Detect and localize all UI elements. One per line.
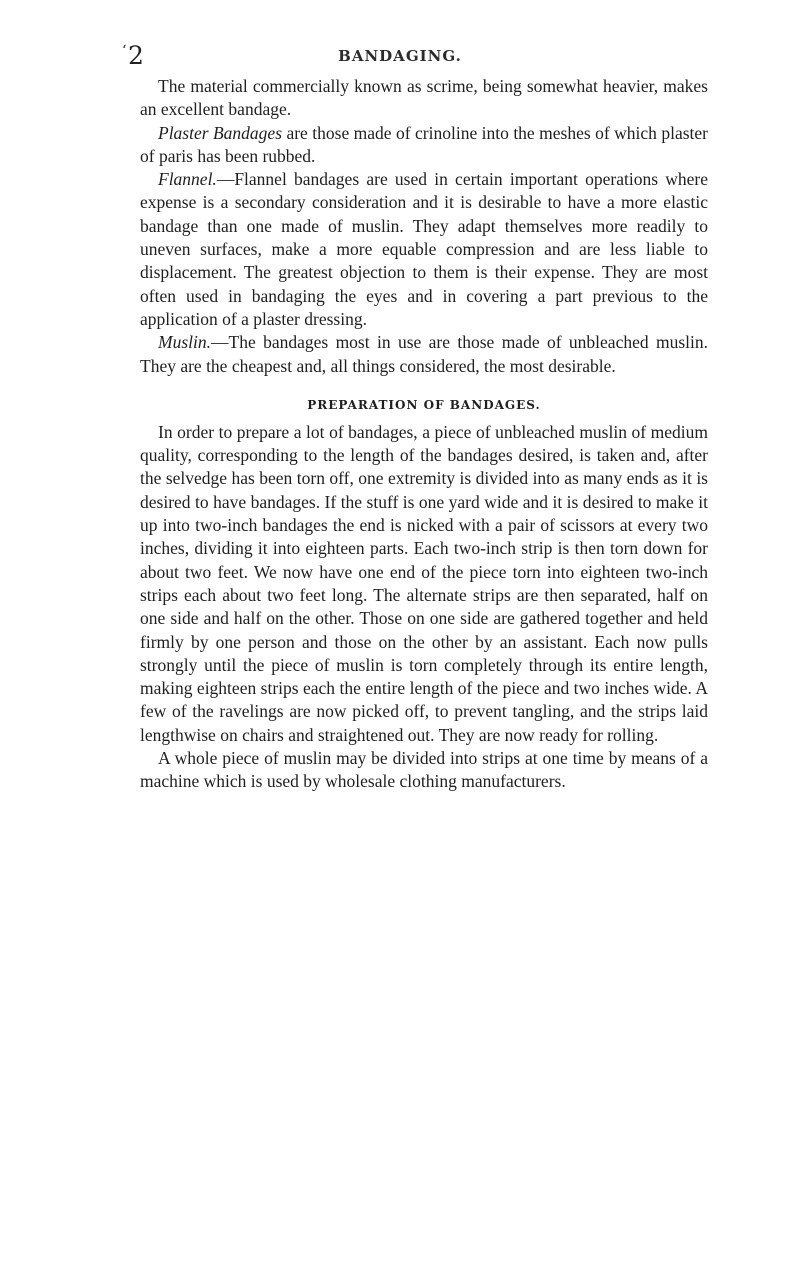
paragraph-muslin [140, 331, 708, 378]
paragraph-text: are those made of crinoline into the meshes of which plaster of paris has been rubbed. [140, 122, 708, 166]
run-in-heading: Plaster Bandages [158, 122, 283, 143]
paragraph-text: —Flannel bandages are used in certain important operations where expense is a secondary consideration and it is desirable to have a more elastic bandage than one made of muslin. They adapt themselves more readily to uneven surfaces, make a more equable compression and are less liable to displacement. The greatest objection to them is their expense. They are most often used in bandaging the eyes and in covering a part previous to the application of a plaster dressing. [140, 169, 708, 329]
body-text [140, 75, 708, 794]
page-number-text: 2 [128, 41, 144, 70]
paragraph-machine: A whole piece of muslin may be divided into strips at one time by means of a machine which is used by wholesale clothing manufacturers. [140, 748, 708, 792]
running-head: BANDAGING. [338, 47, 462, 65]
paragraph-flannel [140, 168, 708, 331]
run-in-heading: Flannel. [158, 169, 217, 190]
paragraph-scrime [140, 75, 708, 122]
run-in-heading: Muslin. [158, 332, 211, 353]
paragraph-preparation: In order to prepare a lot of bandages, a piece of unbleached muslin of medium quality, corresponding to the length of the bandages desired, is taken and, after the selvedge has been torn off, one extremity is divided into as many ends as it is desired to have bandages. If the stuff is one yard wide and it is desired to make it up into two-inch bandages the end is nicked with a pair of scissors at every two inches, dividing it into eighteen parts. Each two-inch strip is then torn down for about two feet. We now have one end of the piece torn into eighteen two-inch strips each about two feet long. The alternate strips are then separated, half on one side and half on the other. Those on one side are gathered together and held firmly by one person and those on the other by an assistant. Each now pulls strongly until the piece of muslin is torn completely through its entire length, making eighteen strips each the entire length of the piece and two inches wide. A few of the ravelings are now picked off, to prevent tangling, and the strips laid lengthwise on chairs and straightened out. They are now ready for rolling. [140, 421, 708, 745]
paragraph-text: The material commercially known as scrime, being somewhat heavier, makes an excellent bandage. [140, 76, 708, 120]
paragraph-text: —The bandages most in use are those made of unbleached muslin. They are the cheapest and, all things considered, the most desirable. [140, 332, 708, 376]
page-mark-icon: ‘ [122, 43, 127, 59]
paragraph-plaster-bandages [140, 122, 708, 169]
section-heading: PREPARATION OF BANDAGES. [307, 397, 541, 412]
